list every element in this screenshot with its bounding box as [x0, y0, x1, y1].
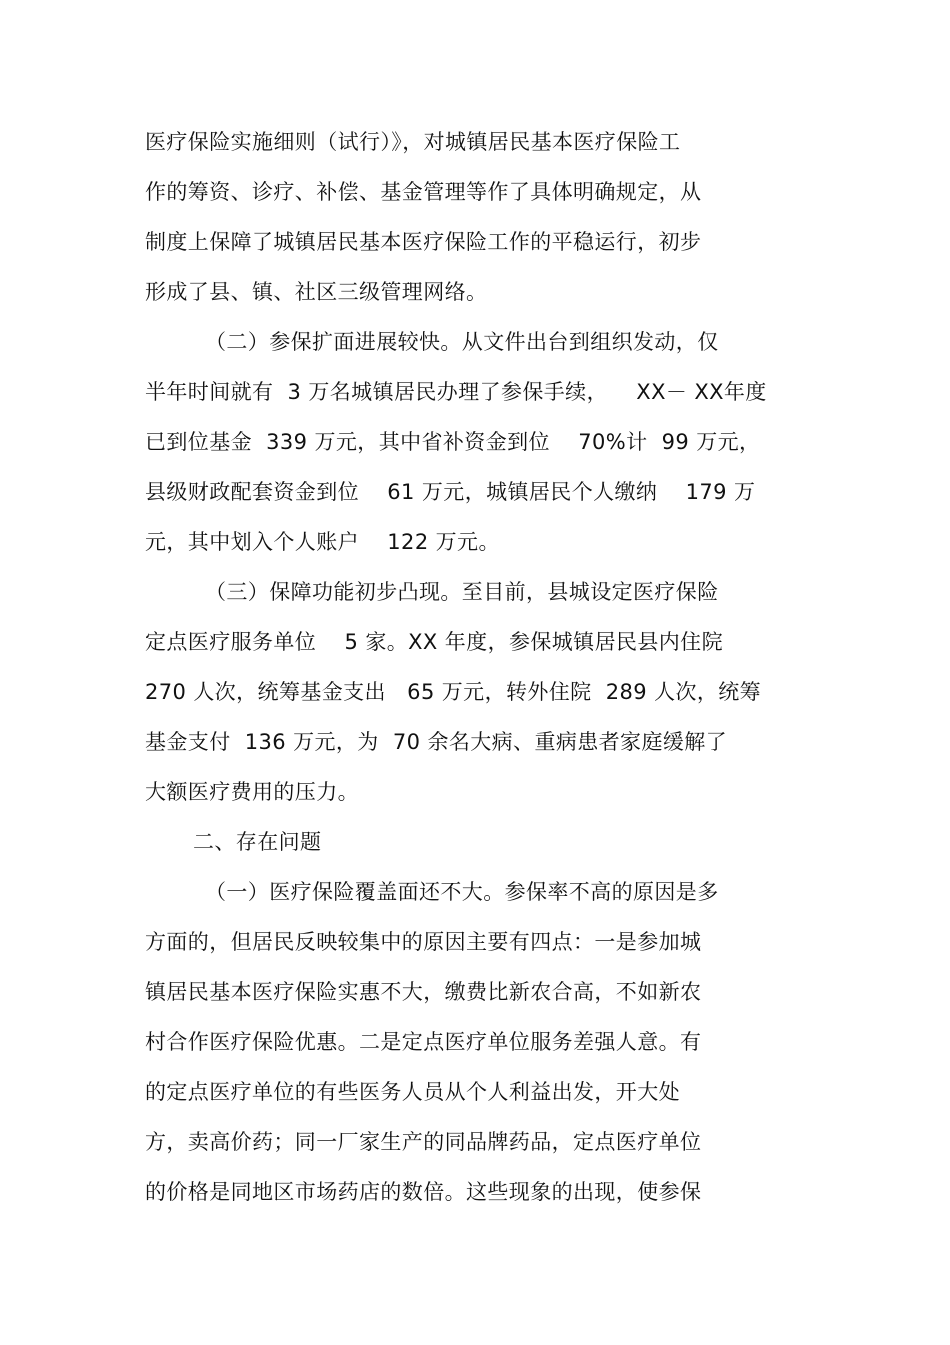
- text-line: 作的筹资、诊疗、补偿、基金管理等作了具体明确规定，从: [145, 180, 702, 204]
- text-line: 医疗保险实施细则（试行）》，对城镇居民基本医疗保险工: [145, 130, 681, 154]
- text-line: 方面的，但居民反映较集中的原因主要有四点：一是参加城: [145, 930, 702, 954]
- text-line: 的定点医疗单位的有些医务人员从个人利益出发，开大处: [145, 1080, 680, 1104]
- text-line: 基金支付 136 万元，为 70 余名大病、重病患者家庭缓解了: [145, 730, 728, 754]
- text-line: 县级财政配套资金到位 61 万元，城镇居民个人缴纳 179 万: [145, 480, 756, 504]
- text-line: 已到位基金 339 万元，其中省补资金到位 70%计 99 万元，: [145, 430, 761, 454]
- paragraph-heading-3: （三）保障功能初步凸现。至目前，县城设定医疗保险: [205, 580, 719, 604]
- text-line: 元，其中划入个人账户 122 万元。: [145, 530, 500, 554]
- section-heading: 二、存在问题: [193, 830, 322, 854]
- paragraph-heading-1: （一）医疗保险覆盖面还不大。参保率不高的原因是多: [205, 880, 719, 904]
- text-line: 方，卖高价药；同一厂家生产的同品牌药品，定点医疗单位: [145, 1130, 702, 1154]
- text-line: 制度上保障了城镇居民基本医疗保险工作的平稳运行，初步: [145, 230, 702, 254]
- text-line: 定点医疗服务单位 5 家。XX 年度，参保城镇居民县内住院: [145, 630, 723, 654]
- text-line: 270 人次，统筹基金支出 65 万元，转外住院 289 人次，统筹: [145, 680, 762, 704]
- text-line: 半年时间就有 3 万名城镇居民办理了参保手续， XX－ XX年度: [145, 380, 767, 404]
- text-line: 的价格是同地区市场药店的数倍。这些现象的出现，使参保: [145, 1180, 702, 1204]
- text-line: 村合作医疗保险优惠。二是定点医疗单位服务差强人意。有: [145, 1030, 702, 1054]
- text-line: 镇居民基本医疗保险实惠不大，缴费比新农合高，不如新农: [145, 980, 702, 1004]
- text-line: 形成了县、镇、社区三级管理网络。: [145, 280, 488, 304]
- paragraph-heading-2: （二）参保扩面进展较快。从文件出台到组织发动，仅: [205, 330, 719, 354]
- text-line: 大额医疗费用的压力。: [145, 780, 359, 804]
